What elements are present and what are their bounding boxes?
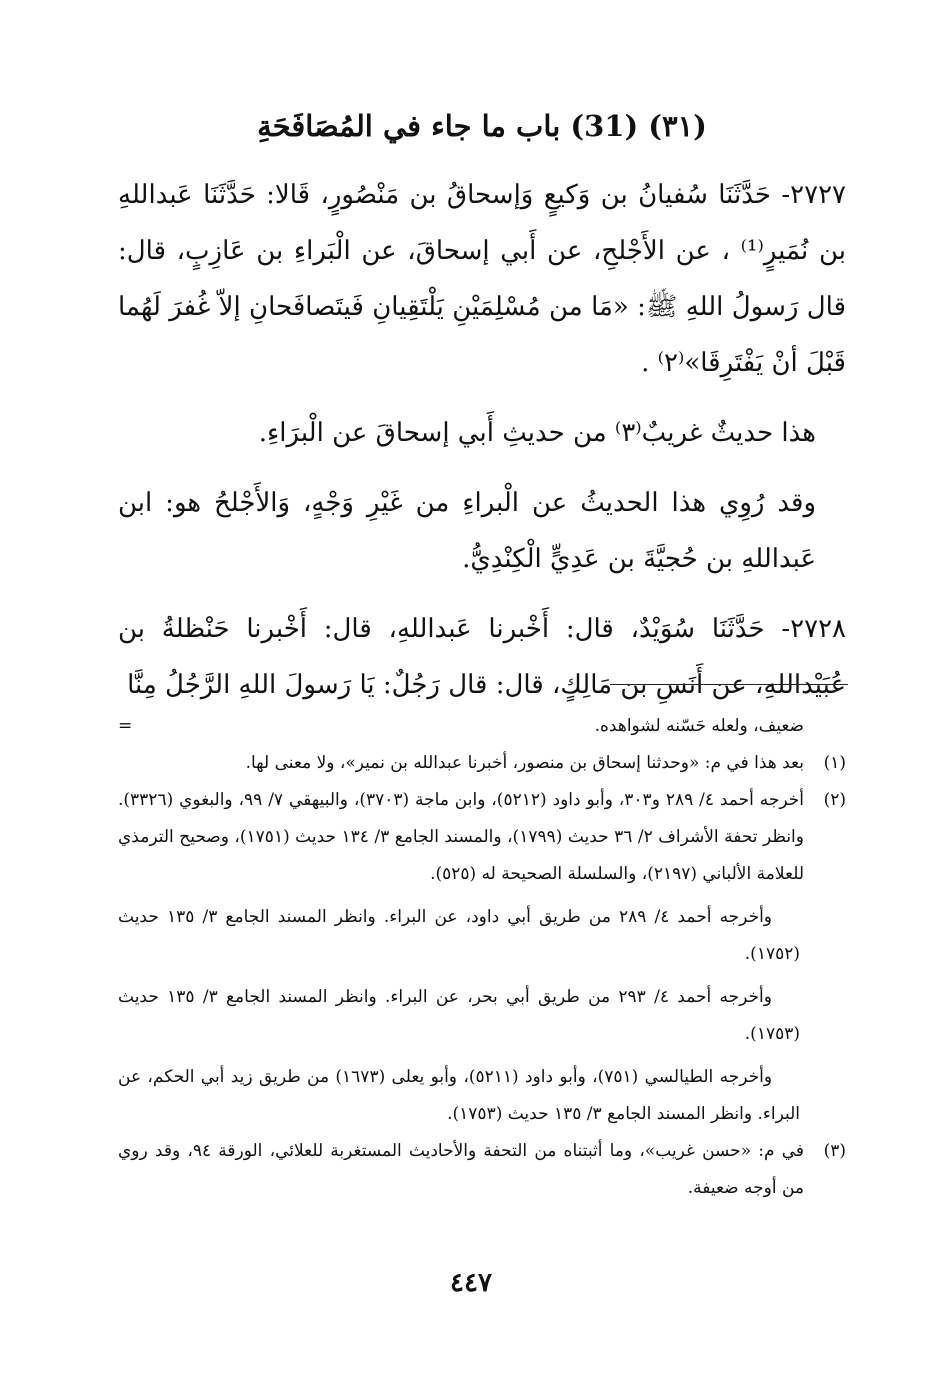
narration-note-paragraph: وقد رُوِي هذا الحديثُ عن الْبراءِ من غَيْرِ وَجْهٍ، وَالأَجْلحُ هو: ابن عَبداللهِ بن حُجيَّةَ بن عَدِيٍّ الْكِنْدِيُّ. [118, 488, 816, 574]
footnote-text: أخرجه أحمد ٤/ ٢٨٩ و٣٠٣، وأبو داود (٥٢١٢)، وابن ماجة (٣٧٠٣)، والبيهقي ٧/ ٩٩، والبغوي (٣٣٢٦). وانظر تحفة الأشراف ٢/ ٣٦ حديث (١٧٩٩)، والمسند الجامع ٣/ ١٣٤ حديث (١٧٥١)، وصحيح الترمذي للعلامة الألباني (٢١٩٧)، والسلسلة الصحيحة له (٥٢٥). [118, 790, 804, 884]
footnote-2-continuation: وأخرجه أحمد ٤/ ٢٨٩ من طريق أبي داود، عن البراء. وانظر المسند الجامع ٣/ ١٣٥ حديث (١٧٥٢). [118, 907, 800, 964]
footnotes [118, 708, 846, 1207]
hadith-2727: ٢٧٢٧- حَدَّثَنَا سُفيانُ بن وَكيعٍ وَإسحاقُ بن مَنْصُورٍ، قَالا: حَدَّثَنَا عَبداللهِ بن نُمَيرٍ⁽¹⁾ ، عن الأَجْلحِ، عن أَبي إسحاقَ، عن الْبَراءِ بن عَازِبٍ، قال: قال رَسولُ اللهِ ﷺ: «مَا من مُسْلِمَيْنِ يَلْتَقِيانِ فَيتَصافَحانِ إلاّ غُفرَ لَهُما قَبْلَ أنْ يَفْتَرِقَا»⁽٢⁾ . [118, 180, 846, 378]
footnote-continuation-text: ضعيف، ولعله حَسّنه لشواهده. [594, 716, 804, 736]
footnote-separator [610, 684, 848, 685]
page-body [118, 95, 846, 727]
footnote-text: في م: «حسن غريب»، وما أثبتناه من التحفة والأحاديث المستغربة للعلائي، الورقة ٩٤، وقد روي من أوجه ضعيفة. [118, 1141, 804, 1198]
grading-paragraph: هذا حديثٌ غريبٌ⁽٣⁾ من حديثِ أَبي إسحاقَ عن الْبرَاءِ. [258, 418, 816, 448]
footnote-2-continuation: وأخرجه الطيالسي (٧٥١)، وأبو داود (٥٢١١)، وأبو يعلى (١٦٧٣) من طريق زيد أبي الحكم، عن البراء. وانظر المسند الجامع ٣/ ١٣٥ حديث (١٧٥٣). [118, 1067, 800, 1124]
page-number: ٤٤٧ [450, 1268, 492, 1298]
chapter-heading: (٣١) (31) باب ما جاء في المُصَافَحَةِ [257, 109, 707, 143]
footnote-continuation [118, 708, 846, 745]
footnote-continuation-marker: = [118, 716, 133, 736]
footnote-marker: (٢) [823, 790, 846, 810]
footnote-3 [118, 1133, 846, 1207]
footnote-2 [118, 782, 846, 893]
footnote-marker: (١) [823, 753, 846, 773]
footnote-text: بعد هذا في م: «وحدثنا إسحاق بن منصور، أخبرنا عبدالله بن نمير»، ولا معنى لها. [245, 753, 804, 773]
footnote-2-continuation: وأخرجه أحمد ٤/ ٢٩٣ من طريق أبي بحر، عن البراء. وانظر المسند الجامع ٣/ ١٣٥ حديث (١٧٥٣). [118, 987, 800, 1044]
footnote-marker: (٣) [823, 1141, 846, 1161]
footnote-1 [118, 745, 846, 782]
main-text [118, 167, 846, 713]
hadith-2728: ٢٧٢٨- حَدَّثَنَا سُوَيْدٌ، قال: أَخْبرنا عَبداللهِ، قال: أَخْبرنا حَنْظلةُ بن عُبَيْداللهِ، عن أَنَسِ بن مَالِكٍ، قال: قال رَجُلٌ: يَا رَسولَ اللهِ الرَّجُلُ مِنَّا [118, 614, 846, 700]
